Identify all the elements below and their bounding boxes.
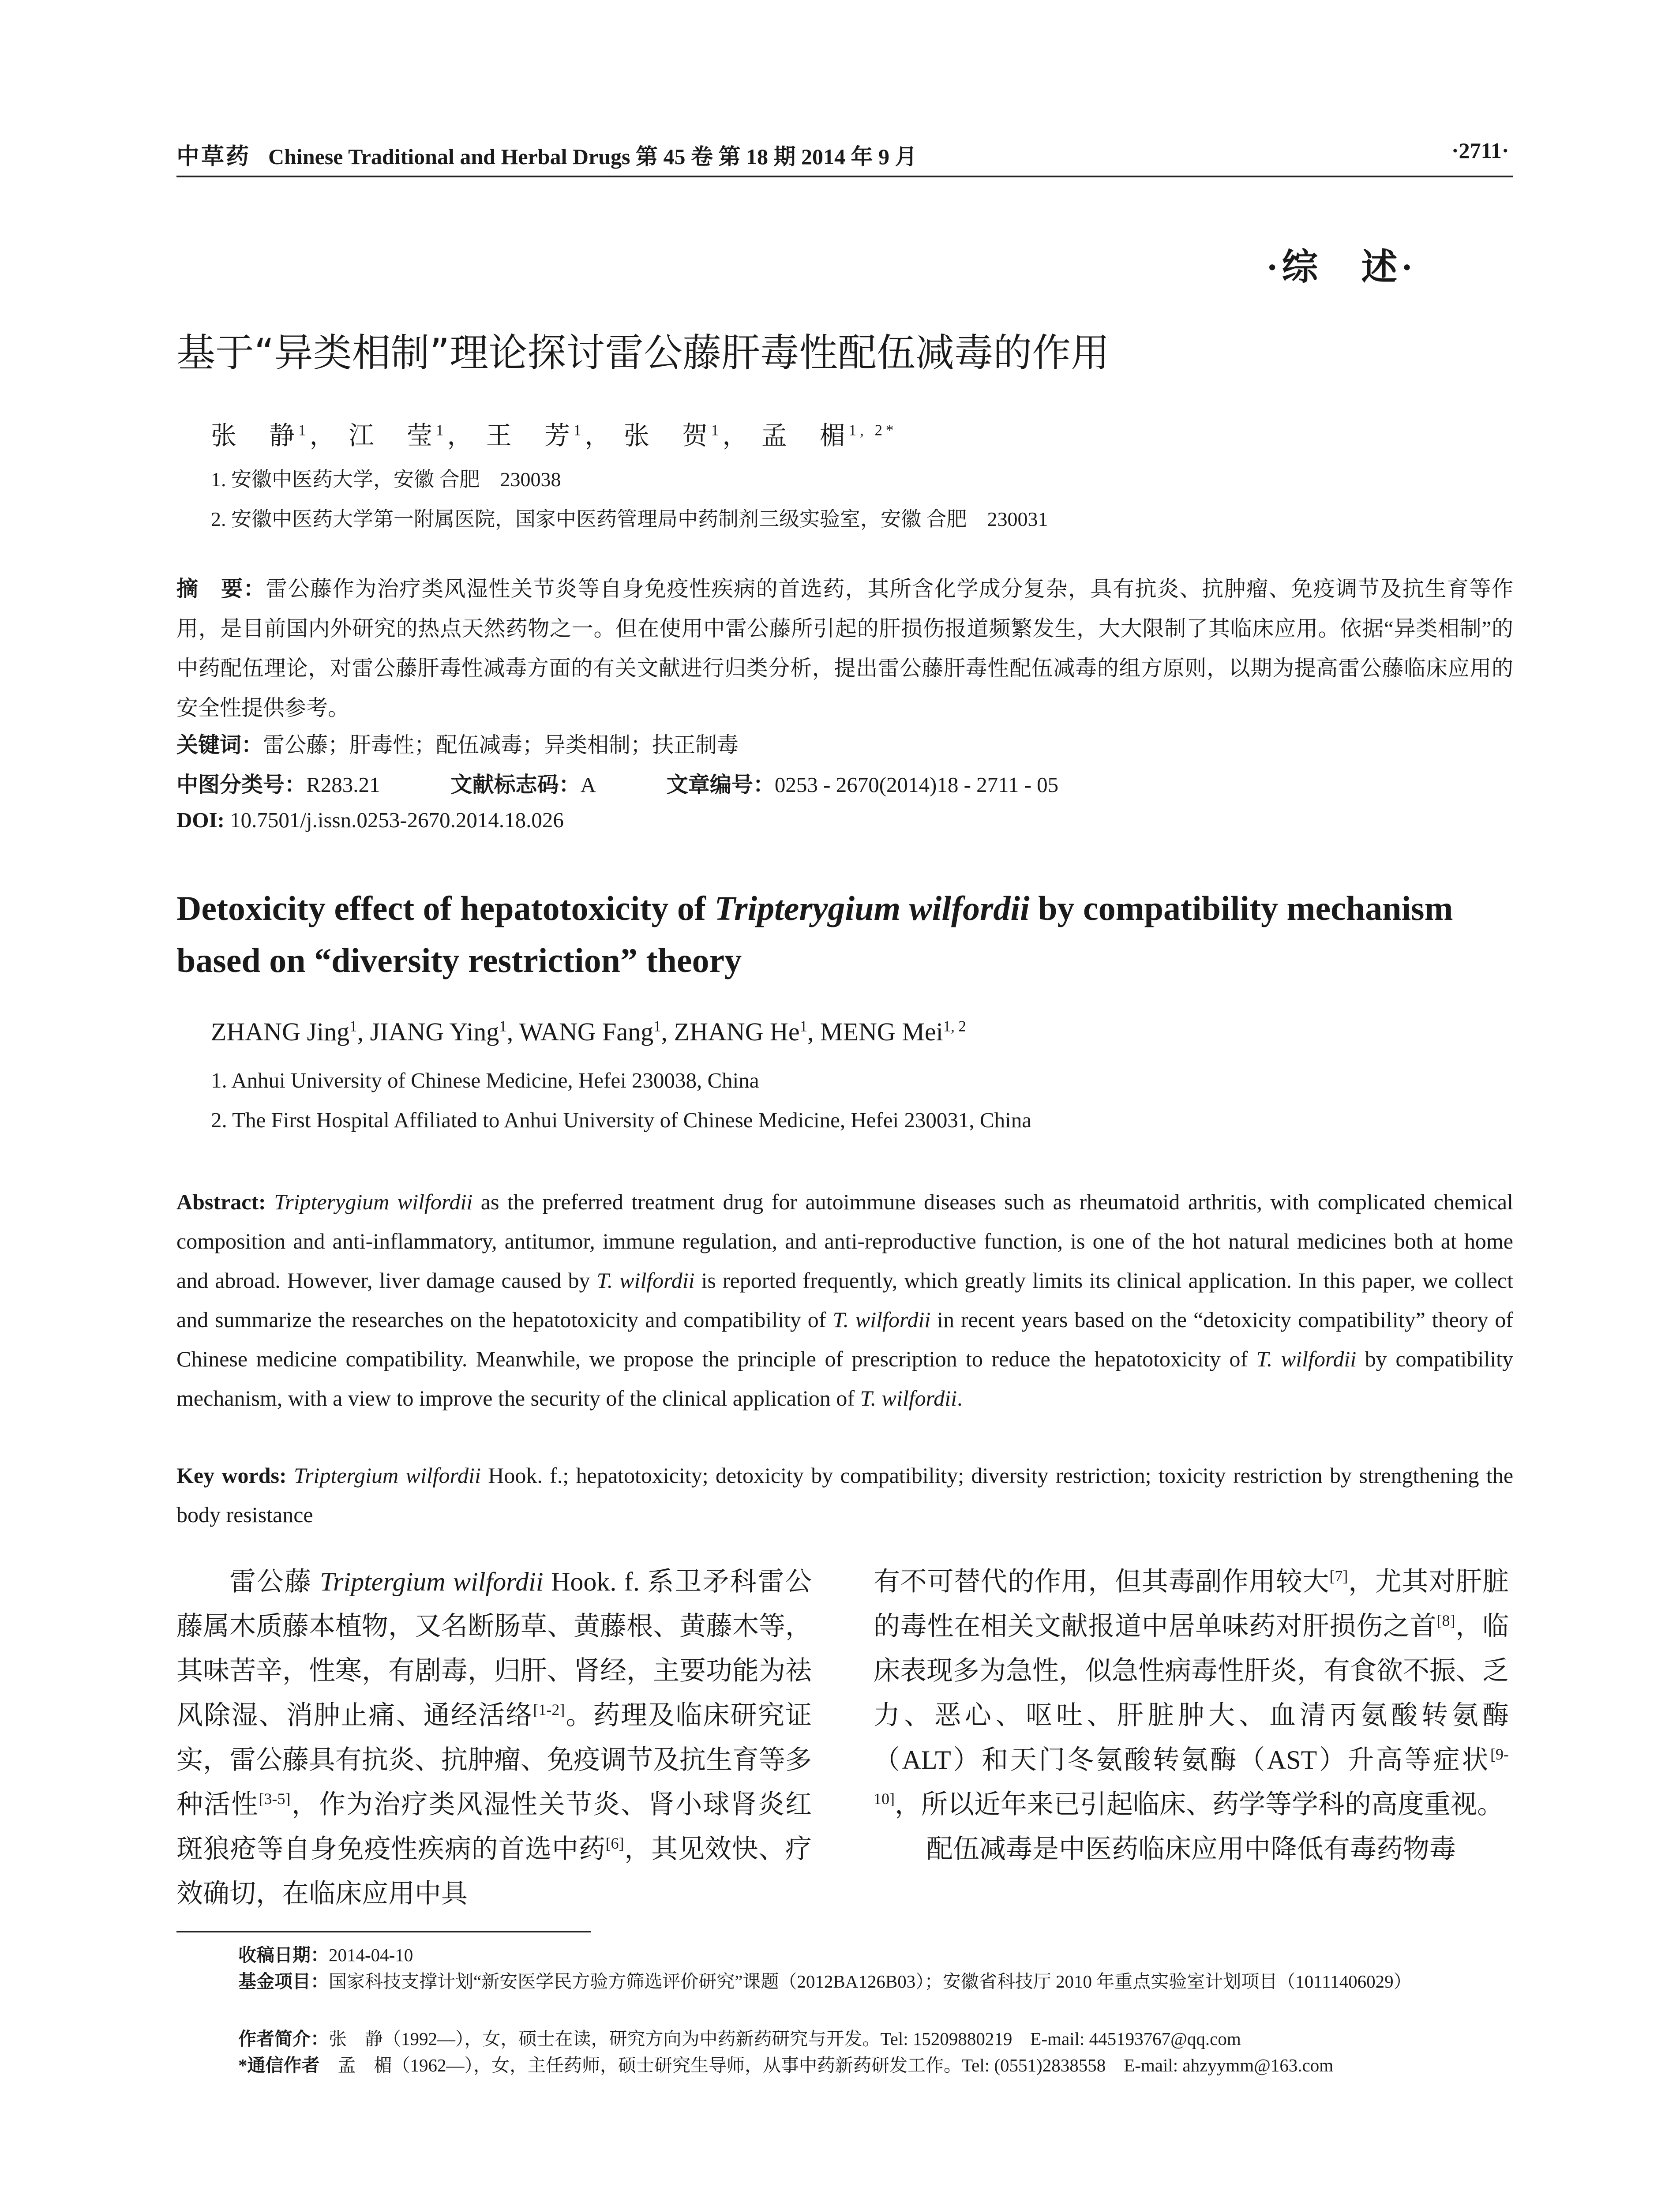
citation-ref: [7] xyxy=(1329,1567,1348,1585)
footnote-corresponding-author xyxy=(238,2052,1575,2079)
journal-header xyxy=(176,138,917,171)
author-affiliation-sup: 1 xyxy=(573,421,585,439)
species-name: Tripterygium wilfordii xyxy=(274,1189,473,1214)
article-number-label: 文章编号： xyxy=(666,773,775,797)
keywords-en-label: Key words: xyxy=(176,1463,287,1488)
affiliation-cn: 1. 安徽中医药大学，安徽 合肥 230038 xyxy=(211,468,561,491)
affiliation-cn: 2. 安徽中医药大学第一附属医院，国家中医药管理局中药制剂三级实验室，安徽 合肥 230031 xyxy=(211,508,1048,530)
doi-row xyxy=(176,807,564,833)
author-affiliation-sup: 1 xyxy=(799,1017,808,1035)
author-cn: 江 莹 xyxy=(348,421,436,450)
abstract-en-text: . xyxy=(957,1386,963,1411)
footnote-text: 孟 楣（1962—），女，主任药师，硕士研究生导师，从事中药新药研发工作。Tel: (0551)2838558 E-mail: ahzyymm@163.com xyxy=(319,2055,1334,2075)
abstract-cn xyxy=(176,569,1513,728)
doc-code-value: A xyxy=(580,773,596,797)
title-cn: 基于“异类相制”理论探讨雷公藤肝毒性配伍减毒的作用 xyxy=(176,330,1110,375)
body-text: 有不可替代的作用，但其毒副作用较大 xyxy=(874,1567,1330,1596)
author-en: JIANG Ying xyxy=(370,1017,499,1046)
body-column-left xyxy=(176,1560,812,1916)
abstract-en-text: by compatibility mechanism, with a view to improve the security of the clinical application of xyxy=(176,1347,1513,1411)
species-name: T. wilfordii xyxy=(832,1307,931,1332)
author-affiliation-sup: 1 xyxy=(349,1017,357,1035)
author-en: WANG Fang xyxy=(519,1017,654,1046)
citation-ref: [6] xyxy=(605,1835,624,1852)
species-name: T. wilfordii xyxy=(860,1386,957,1411)
footnote-label: *通信作者 xyxy=(238,2055,320,2075)
author-en: MENG Mei xyxy=(820,1017,943,1046)
article-number-value: 0253 - 2670(2014)18 - 2711 - 05 xyxy=(774,773,1059,797)
affiliation-en: 2. The First Hospital Affiliated to Anhui University of Chinese Medicine, Hefei 230031, China xyxy=(211,1108,1031,1132)
author-cn: 孟 楣 xyxy=(761,421,849,450)
doi-label: DOI: xyxy=(176,808,225,832)
keywords-en xyxy=(176,1456,1513,1534)
footnote-text: 张 静（1992—），女，硕士在读，研究方向为中药新药研究与开发。Tel: 15209880219 E-mail: 445193767@qq.com xyxy=(329,2029,1241,2049)
body-text: 雷公藤 xyxy=(229,1567,320,1596)
species-name: T. wilfordii xyxy=(596,1268,695,1293)
author-cn: 张 静 xyxy=(211,421,299,450)
body-paragraph: 配伍减毒是中医药临床应用中降低有毒药物毒 xyxy=(926,1835,1456,1864)
footnote-received xyxy=(238,1941,1575,1969)
footnote-label: 收稿日期： xyxy=(238,1945,329,1965)
footnote-label: 作者简介： xyxy=(238,2029,329,2049)
clc-value: R283.21 xyxy=(306,773,380,797)
citation-ref: [3-5] xyxy=(259,1790,291,1808)
classification-row xyxy=(176,768,1058,799)
section-label: ·综 述· xyxy=(1266,247,1417,287)
author-affiliation-sup: 1, 2* xyxy=(848,421,897,439)
keywords-cn xyxy=(176,728,739,759)
abstract-en xyxy=(176,1182,1513,1418)
footnote-author-bio xyxy=(238,2025,1575,2052)
body-paragraph xyxy=(874,1560,1509,1827)
body-text: ，尤其对肝脏的毒性在相关文献报道中居单味药对肝损伤之首 xyxy=(874,1567,1509,1641)
body-text: 。药理及临床研究证实，雷公藤具有抗炎、抗肿瘤、免疫调节及抗生育等多种活性 xyxy=(176,1701,812,1819)
body-text: ，其见效快、疗效确切，在临床应用中具 xyxy=(176,1835,812,1908)
author-affiliation-sup: 1 xyxy=(298,421,310,439)
header-rule xyxy=(176,176,1513,177)
authors-cn: 张 静$^1$， 江 莹$^1$， 王 芳$^1$， 张 贺$^1$， 孟 楣$^{1, 2*}$ xyxy=(211,421,897,450)
keywords-cn-text: 雷公藤；肝毒性；配伍减毒；异类相制；扶正制毒 xyxy=(263,733,739,757)
doi-value: 10.7501/j.issn.0253-2670.2014.18.026 xyxy=(230,808,564,832)
abstract-en-text: is reported frequently, which greatly limits its clinical application. In this paper, we collect and summarize the researches on the hepatotoxicity and compatibility of xyxy=(176,1268,1513,1332)
doc-code-label: 文献标志码： xyxy=(450,773,581,797)
footnote-text: 国家科技支撑计划“新安医学民方验方筛选评价研究”课题（2012BA126B03）；安徽省科技厅 2010 年重点实验室计划项目（10111406029） xyxy=(329,1971,1412,1992)
keywords-en-text: Hook. f.; hepatotoxicity; detoxicity by compatibility; diversity restriction; toxicity restriction by strengthening the body resistance xyxy=(176,1463,1514,1527)
affiliation-en: 1. Anhui University of Chinese Medicine, Hefei 230038, China xyxy=(211,1068,759,1092)
keywords-cn-label: 关键词： xyxy=(176,733,263,757)
journal-name-cn: 中草药 xyxy=(176,144,251,169)
author-affiliation-sup: 1 xyxy=(711,421,723,439)
footnote-divider xyxy=(176,1931,591,1932)
author-affiliation-sup: 1 xyxy=(435,421,447,439)
abstract-cn-label: 摘 要： xyxy=(176,577,266,601)
author-affiliation-sup: 1, 2 xyxy=(943,1017,966,1035)
author-affiliation-sup: 1 xyxy=(653,1017,661,1035)
citation-ref: [8] xyxy=(1436,1612,1455,1629)
citation-ref: [1-2] xyxy=(533,1701,565,1718)
abstract-en-text: in recent years based on the “detoxicity compatibility” theory of Chinese medicine compatibility. Meanwhile, we propose the principle of prescription to reduce the hepatotoxicity of xyxy=(176,1307,1513,1371)
body-text: ，所以近年来已引起临床、药学等学科的高度重视。 xyxy=(895,1790,1504,1819)
title-en-species: Tripterygium wilfordii xyxy=(714,889,1030,927)
authors-en: ZHANG Jing$^1$, JIANG Ying$^1$, WANG Fang$^1$, ZHANG He$^1$, MENG Mei$^{1, 2}$ xyxy=(211,1017,966,1046)
body-column-right xyxy=(874,1560,1509,1872)
title-en-part: by compatibility mechanism based on “diversity restriction” theory xyxy=(176,889,1453,979)
title-en xyxy=(176,882,1544,987)
body-text: Hook. f. 系卫矛科雷公藤属木质藤本植物，又名断肠草、黄藤根、黄藤木等，其味苦辛，性寒，有剧毒，归肝、肾经，主要功能为祛风除湿、消肿止痛、通经活络 xyxy=(176,1567,812,1730)
species-name: Triptergium wilfordii xyxy=(294,1463,481,1488)
species-name: T. wilfordii xyxy=(1256,1347,1357,1371)
footnote-text: 2014-04-10 xyxy=(329,1945,413,1965)
body-text: ，作为治疗类风湿性关节炎、肾小球肾炎红斑狼疮等自身免疫性疾病的首选中药 xyxy=(176,1790,812,1864)
page-number: ·2711· xyxy=(1451,138,1509,163)
footnote-fund xyxy=(238,1968,1518,1995)
author-en: ZHANG He xyxy=(674,1017,800,1046)
abstract-en-label: Abstract: xyxy=(176,1189,266,1214)
citation-ref: [9-10] xyxy=(874,1745,1509,1808)
clc-label: 中图分类号： xyxy=(176,773,307,797)
author-en: ZHANG Jing xyxy=(211,1017,350,1046)
author-affiliation-sup: 1 xyxy=(499,1017,507,1035)
body-text: ，临床表现多为急性，似急性病毒性肝炎，有食欲不振、乏力、恶心、呕吐、肝脏肿大、血清丙氨酸转氨酶（ALT）和天门冬氨酸转氨酶（AST）升高等症状 xyxy=(874,1612,1509,1775)
title-en-part: Detoxicity effect of hepatotoxicity of xyxy=(176,889,715,927)
body-paragraph xyxy=(176,1560,812,1916)
author-cn: 王 芳 xyxy=(486,421,574,450)
author-cn: 张 贺 xyxy=(623,421,711,450)
abstract-en-text: as the preferred treatment drug for autoimmune diseases such as rheumatoid arthritis, with complicated chemical composition and anti-inflammatory, antitumor, immune regulation, and anti-reproductive function, is one of the hot natural medicines both at home and abroad. However, liver damage caused by xyxy=(176,1189,1514,1293)
species-name: Triptergium wilfordii xyxy=(320,1567,544,1596)
footnote-label: 基金项目： xyxy=(238,1971,329,1992)
abstract-cn-text: 雷公藤作为治疗类风湿性关节炎等自身免疫性疾病的首选药，其所含化学成分复杂，具有抗炎、抗肿瘤、免疫调节及抗生育等作用，是目前国内外研究的热点天然药物之一。但在使用中雷公藤所引起的肝损伤报道频繁发生，大大限制了其临床应用。依据“异类相制”的中药配伍理论，对雷公藤肝毒性减毒方面的有关文献进行归类分析，提出雷公藤肝毒性配伍减毒的组方原则，以期为提高雷公藤临床应用的安全性提供参考。 xyxy=(176,577,1513,720)
journal-issue-info: Chinese Traditional and Herbal Drugs 第 45 卷 第 18 期 2014 年 9 月 xyxy=(268,144,917,169)
